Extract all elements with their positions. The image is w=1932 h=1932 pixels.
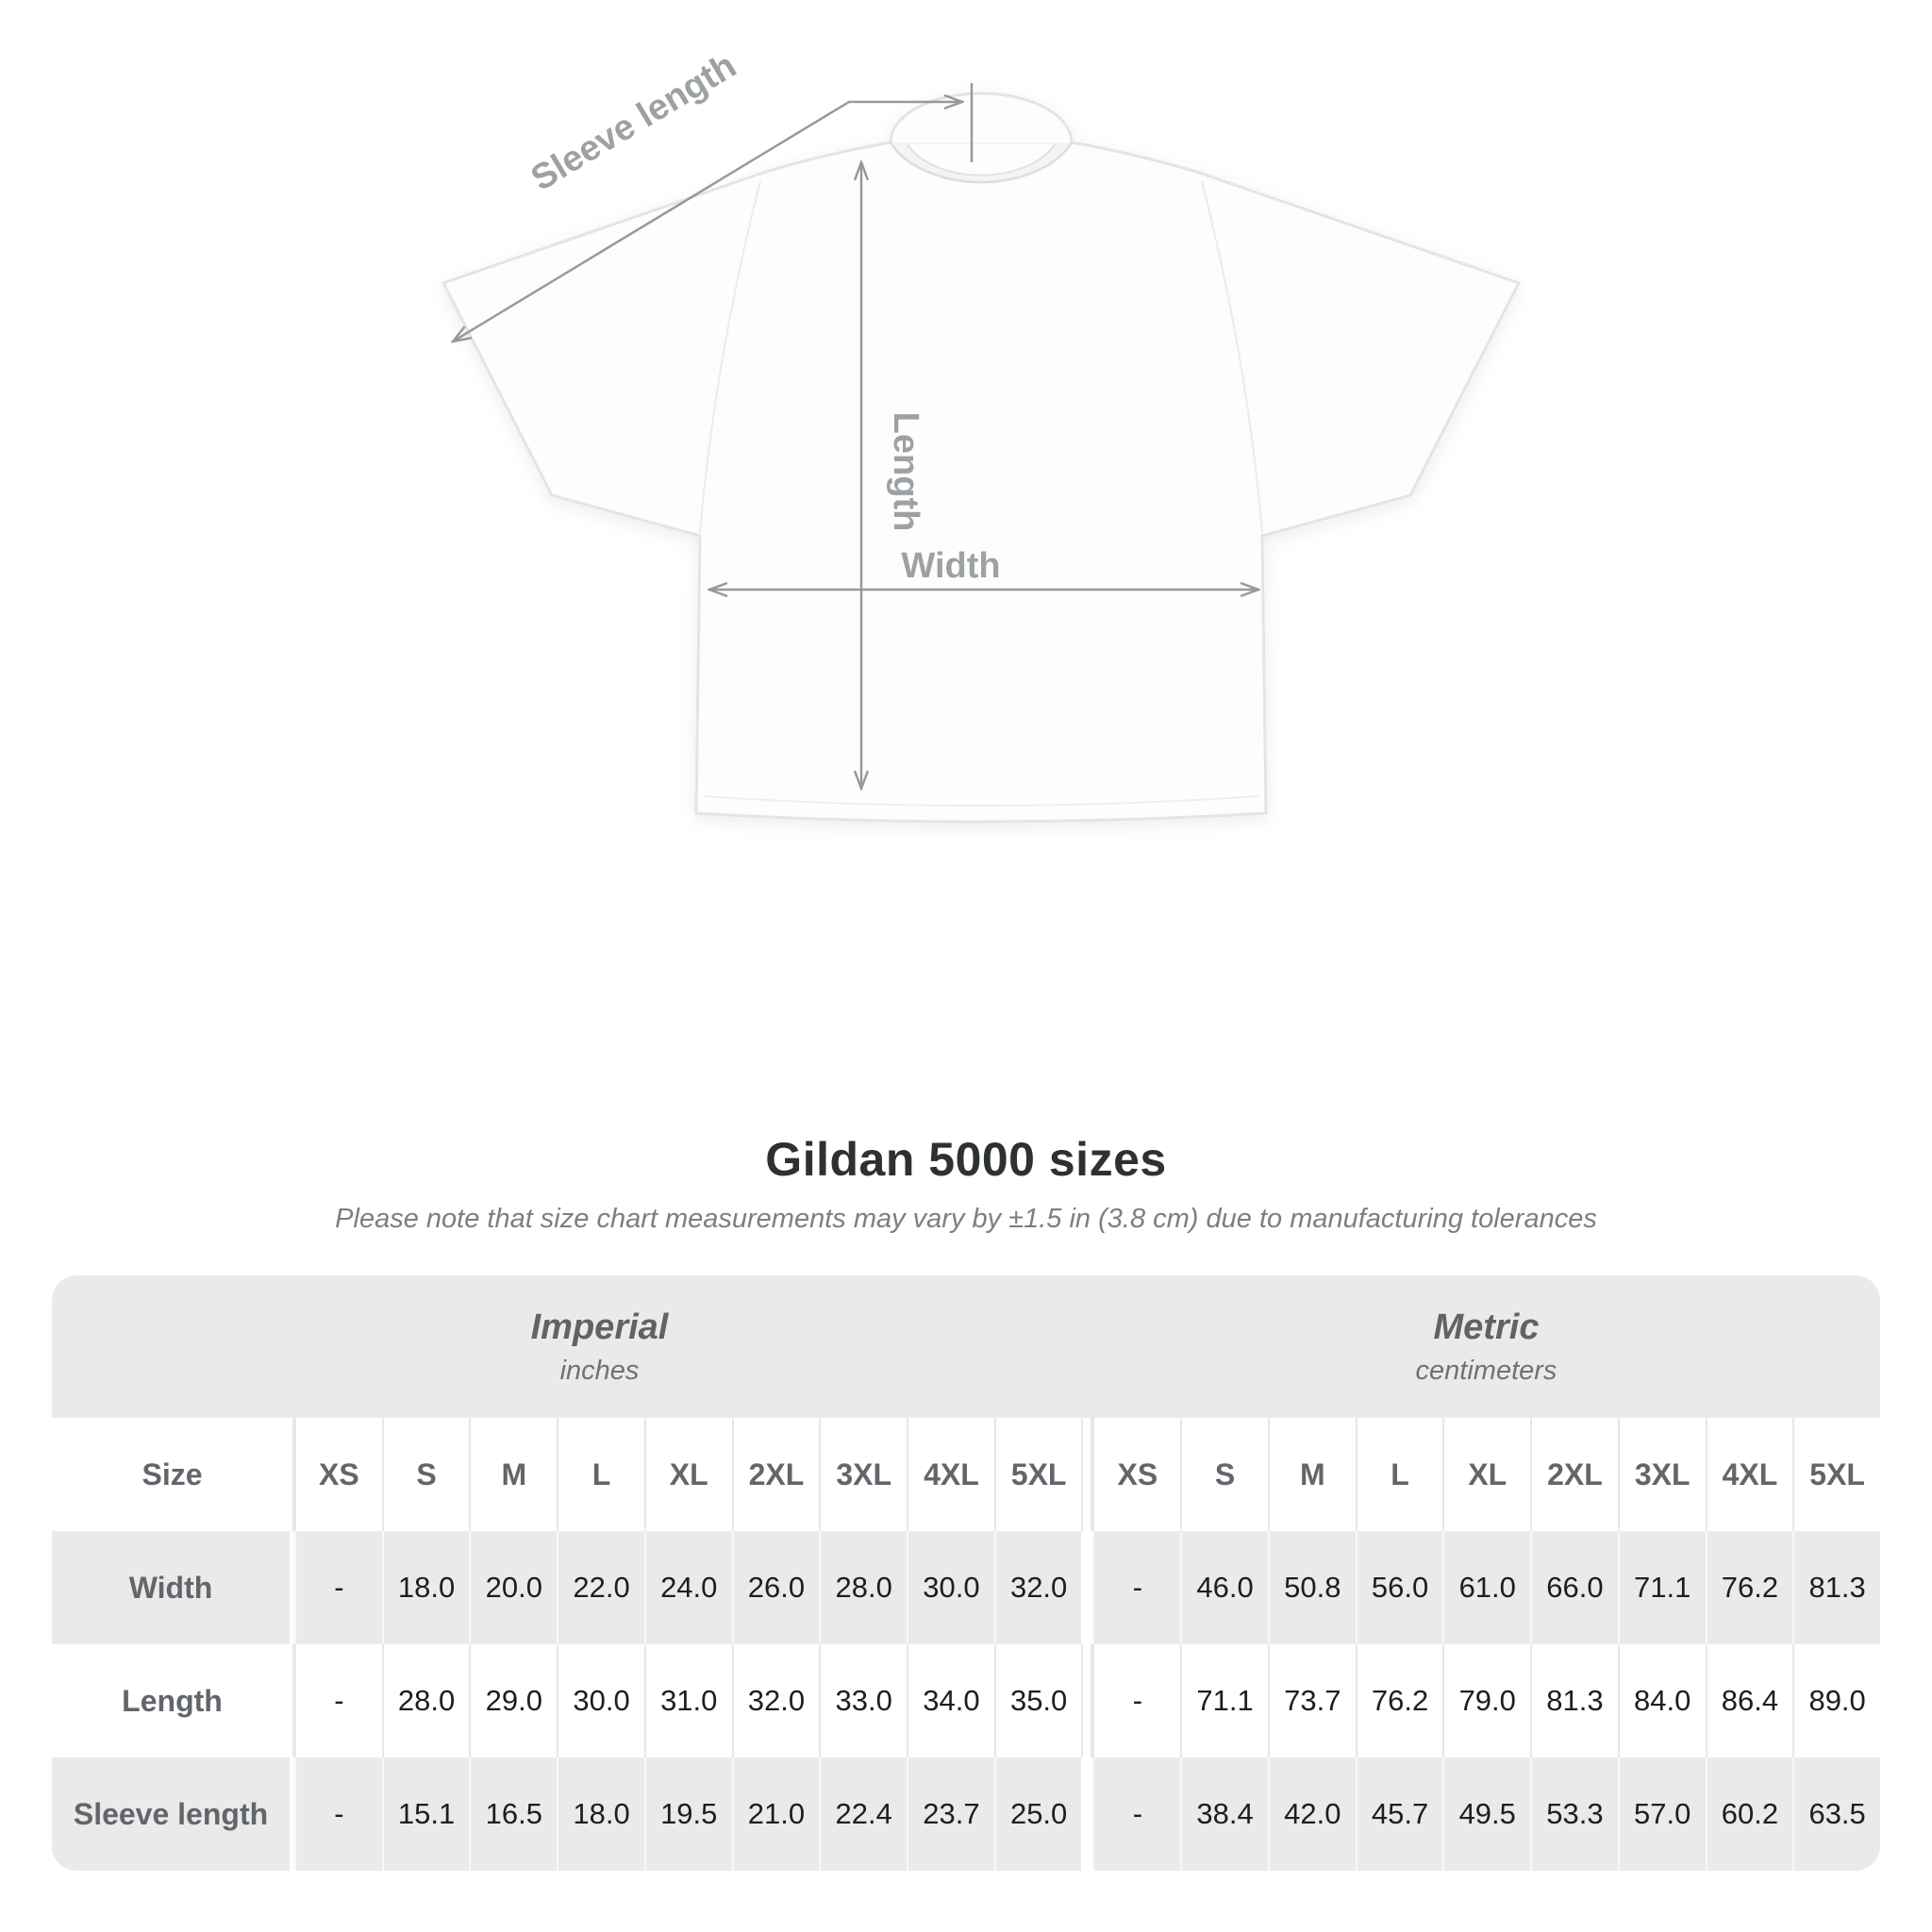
imperial-size-column-header: L bbox=[557, 1418, 644, 1531]
metric-value: 81.3 bbox=[1792, 1531, 1880, 1644]
imperial-value: 28.0 bbox=[382, 1644, 470, 1757]
length-label: Length bbox=[886, 411, 925, 532]
metric-value: 57.0 bbox=[1618, 1757, 1706, 1871]
metric-value: 81.3 bbox=[1530, 1644, 1618, 1757]
metric-size-column-header: 3XL bbox=[1618, 1418, 1706, 1531]
imperial-size-column-header: XL bbox=[644, 1418, 732, 1531]
imperial-value: 25.0 bbox=[994, 1757, 1082, 1871]
measurement-row bbox=[52, 1757, 1880, 1871]
metric-size-column-header: L bbox=[1356, 1418, 1443, 1531]
imperial-size-column-header: 3XL bbox=[819, 1418, 907, 1531]
imperial-size-column-header: 4XL bbox=[907, 1418, 994, 1531]
tshirt-measurement-diagram bbox=[0, 0, 1932, 868]
imperial-value: 24.0 bbox=[644, 1531, 732, 1644]
sleeve-length-label: Sleeve length bbox=[525, 45, 743, 199]
unit-divider bbox=[1081, 1757, 1092, 1871]
metric-value: 42.0 bbox=[1268, 1757, 1356, 1871]
metric-value: - bbox=[1092, 1644, 1180, 1757]
metric-value: 71.1 bbox=[1180, 1644, 1268, 1757]
metric-value: 45.7 bbox=[1356, 1757, 1443, 1871]
imperial-value: - bbox=[294, 1531, 382, 1644]
imperial-value: 18.0 bbox=[382, 1531, 470, 1644]
imperial-size-column-header: S bbox=[382, 1418, 470, 1531]
unit-divider bbox=[1081, 1418, 1092, 1531]
imperial-value: 21.0 bbox=[732, 1757, 820, 1871]
imperial-value: 31.0 bbox=[644, 1644, 732, 1757]
width-label: Width bbox=[901, 546, 1001, 586]
metric-value: 61.0 bbox=[1442, 1531, 1530, 1644]
metric-value: 56.0 bbox=[1356, 1531, 1443, 1644]
tshirt-illustration bbox=[443, 93, 1519, 822]
measurement-row bbox=[52, 1531, 1880, 1644]
imperial-value: 23.7 bbox=[907, 1757, 994, 1871]
metric-size-column-header: XS bbox=[1092, 1418, 1180, 1531]
metric-unit-name: Metric bbox=[1433, 1307, 1540, 1347]
imperial-value: - bbox=[294, 1757, 382, 1871]
size-header-row bbox=[52, 1418, 1880, 1531]
imperial-unit-header bbox=[52, 1275, 1081, 1418]
metric-unit-sub: centimeters bbox=[1415, 1355, 1557, 1386]
metric-value: 49.5 bbox=[1442, 1757, 1530, 1871]
metric-size-column-header: M bbox=[1268, 1418, 1356, 1531]
metric-value: 46.0 bbox=[1180, 1531, 1268, 1644]
metric-size-column-header: 5XL bbox=[1792, 1418, 1880, 1531]
imperial-unit-name: Imperial bbox=[530, 1307, 669, 1347]
metric-value: 76.2 bbox=[1706, 1531, 1793, 1644]
unit-divider bbox=[1081, 1531, 1092, 1644]
page-title: Gildan 5000 sizes bbox=[765, 1133, 1167, 1186]
row-label: Length bbox=[52, 1644, 294, 1757]
metric-size-column-header: S bbox=[1180, 1418, 1268, 1531]
tshirt-body bbox=[443, 93, 1519, 822]
imperial-value: - bbox=[294, 1644, 382, 1757]
metric-value: 53.3 bbox=[1530, 1757, 1618, 1871]
metric-size-column-header: 4XL bbox=[1706, 1418, 1793, 1531]
imperial-value: 30.0 bbox=[557, 1644, 644, 1757]
metric-value: 63.5 bbox=[1792, 1757, 1880, 1871]
metric-value: 60.2 bbox=[1706, 1757, 1793, 1871]
size-table bbox=[52, 1275, 1880, 1871]
metric-value: - bbox=[1092, 1531, 1180, 1644]
tolerance-note: Please note that size chart measurements may vary by ±1.5 in (3.8 cm) due to manufacturing tolerances bbox=[335, 1204, 1597, 1234]
metric-value: 71.1 bbox=[1618, 1531, 1706, 1644]
imperial-value: 35.0 bbox=[994, 1644, 1082, 1757]
imperial-size-column-header: XS bbox=[294, 1418, 382, 1531]
measurement-row bbox=[52, 1644, 1880, 1757]
metric-value: 76.2 bbox=[1356, 1644, 1443, 1757]
metric-value: 79.0 bbox=[1442, 1644, 1530, 1757]
imperial-value: 19.5 bbox=[644, 1757, 732, 1871]
imperial-value: 32.0 bbox=[732, 1644, 820, 1757]
metric-value: 50.8 bbox=[1268, 1531, 1356, 1644]
row-label: Sleeve length bbox=[52, 1757, 294, 1871]
imperial-unit-sub: inches bbox=[559, 1355, 640, 1386]
imperial-value: 20.0 bbox=[469, 1531, 557, 1644]
metric-value: 86.4 bbox=[1706, 1644, 1793, 1757]
imperial-value: 16.5 bbox=[469, 1757, 557, 1871]
imperial-value: 30.0 bbox=[907, 1531, 994, 1644]
imperial-value: 34.0 bbox=[907, 1644, 994, 1757]
imperial-value: 22.0 bbox=[557, 1531, 644, 1644]
unit-header-row bbox=[52, 1275, 1880, 1418]
imperial-size-column-header: 5XL bbox=[994, 1418, 1082, 1531]
metric-size-column-header: XL bbox=[1442, 1418, 1530, 1531]
size-header-cell: Size bbox=[52, 1418, 294, 1531]
imperial-value: 22.4 bbox=[819, 1757, 907, 1871]
metric-unit-header bbox=[1092, 1275, 1880, 1418]
imperial-value: 28.0 bbox=[819, 1531, 907, 1644]
imperial-value: 18.0 bbox=[557, 1757, 644, 1871]
imperial-value: 15.1 bbox=[382, 1757, 470, 1871]
imperial-value: 26.0 bbox=[732, 1531, 820, 1644]
metric-value: 73.7 bbox=[1268, 1644, 1356, 1757]
metric-value: 38.4 bbox=[1180, 1757, 1268, 1871]
row-label: Width bbox=[52, 1531, 294, 1644]
imperial-value: 29.0 bbox=[469, 1644, 557, 1757]
imperial-size-column-header: 2XL bbox=[732, 1418, 820, 1531]
metric-value: 66.0 bbox=[1530, 1531, 1618, 1644]
metric-value: 89.0 bbox=[1792, 1644, 1880, 1757]
metric-value: 84.0 bbox=[1618, 1644, 1706, 1757]
imperial-size-column-header: M bbox=[469, 1418, 557, 1531]
unit-divider bbox=[1081, 1644, 1092, 1757]
imperial-value: 32.0 bbox=[994, 1531, 1082, 1644]
metric-size-column-header: 2XL bbox=[1530, 1418, 1618, 1531]
imperial-value: 33.0 bbox=[819, 1644, 907, 1757]
metric-value: - bbox=[1092, 1757, 1180, 1871]
